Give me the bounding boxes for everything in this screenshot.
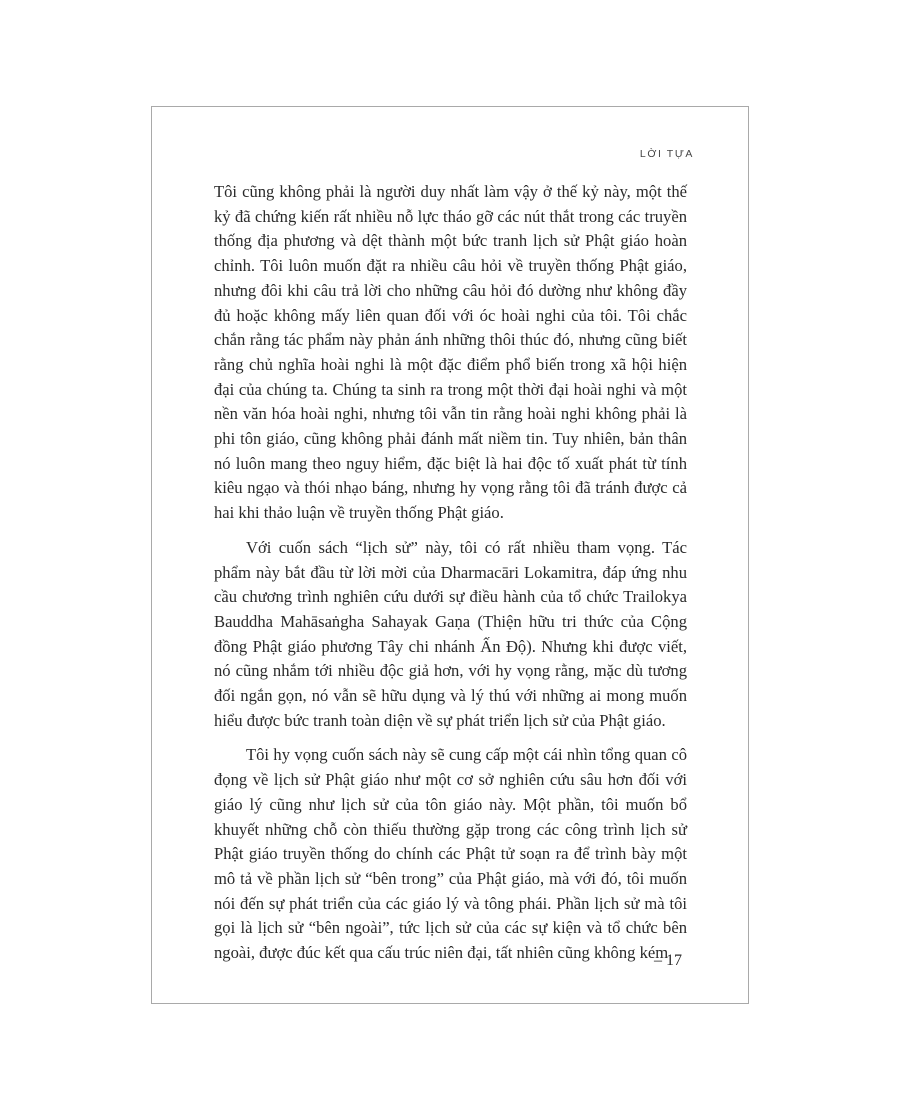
paragraph-3: Tôi hy vọng cuốn sách này sẽ cung cấp một cái nhìn tổng quan cô đọng về lịch sử Phật giáo như một cơ sở nghiên cứu sâu hơn đối với giáo lý cũng như lịch sử của tôn giáo này. Một phần, tôi muốn bổ khuyết những chỗ còn thiếu thường gặp trong các công trình lịch sử Phật giáo truyền thống do chính các Phật tử soạn ra để trình bày một mô tả về phần lịch sử “bên trong” của Phật giáo, mà với đó, tôi muốn nói đến sự phát triển của các giáo lý và tông phái. Phần lịch sử mà tôi gọi là lịch sử “bên ngoài”, tức lịch sử của các sự kiện và tổ chức bên ngoài, được đúc kết qua cấu trúc niên đại, tất nhiên cũng không kém [214, 745, 687, 963]
body-text [214, 180, 687, 976]
running-head: LỜI TỰA [639, 148, 694, 160]
paragraph-2: Với cuốn sách “lịch sử” này, tôi có rất nhiều tham vọng. Tác phẩm này bắt đầu từ lời mời của Dharmacāri Lokamitra, đáp ứng nhu cầu chương trình nghiên cứu dưới sự điều hành của tổ chức Trailokya Bauddha Mahāsaṅgha Sahayak Gaṇa (Thiện hữu tri thức của Cộng đồng Phật giáo phương Tây chi nhánh Ấn Độ). Nhưng khi được viết, nó cũng nhắm tới nhiều độc giả hơn, với hy vọng rằng, mặc dù tương đối ngắn gọn, nó vẫn sẽ hữu dụng và lý thú với những ai mong muốn hiểu được bức tranh toàn diện về sự phát triển lịch sử của Phật giáo. [214, 537, 687, 730]
paragraph-1: Tôi cũng không phải là người duy nhất làm vậy ở thế kỷ này, một thế kỷ đã chứng kiến rất nhiều nỗ lực tháo gỡ các nút thắt trong các truyền thống địa phương và dệt thành một bức tranh lịch sử Phật giáo hoàn chỉnh. Tôi luôn muốn đặt ra nhiều câu hỏi về truyền thống Phật giáo, nhưng đôi khi câu trả lời cho những câu hỏi đó dường như không đầy đủ hoặc không mấy liên quan đối với óc hoài nghi của tôi. Tôi chắc chắn rằng tác phẩm này phản ánh những thôi thúc đó, nhưng cũng biết rằng chủ nghĩa hoài nghi là một đặc điểm phổ biến trong xã hội hiện đại của chúng ta. Chúng ta sinh ra trong một thời đại hoài nghi và một nền văn hóa hoài nghi, nhưng tôi vẫn tin rằng hoài nghi không phải là phi tôn giáo, cũng không phải đánh mất niềm tin. Tuy nhiên, bản thân nó luôn mang theo nguy hiểm, đặc biệt là hai độc tố xuất phát từ tính kiêu ngạo và thói nhạo báng, nhưng hy vọng rằng tôi đã tránh được cả hai khi thảo luận về truyền thống Phật giáo. [214, 182, 687, 523]
page-number: – 17 [654, 952, 682, 969]
book-page [151, 106, 749, 1004]
